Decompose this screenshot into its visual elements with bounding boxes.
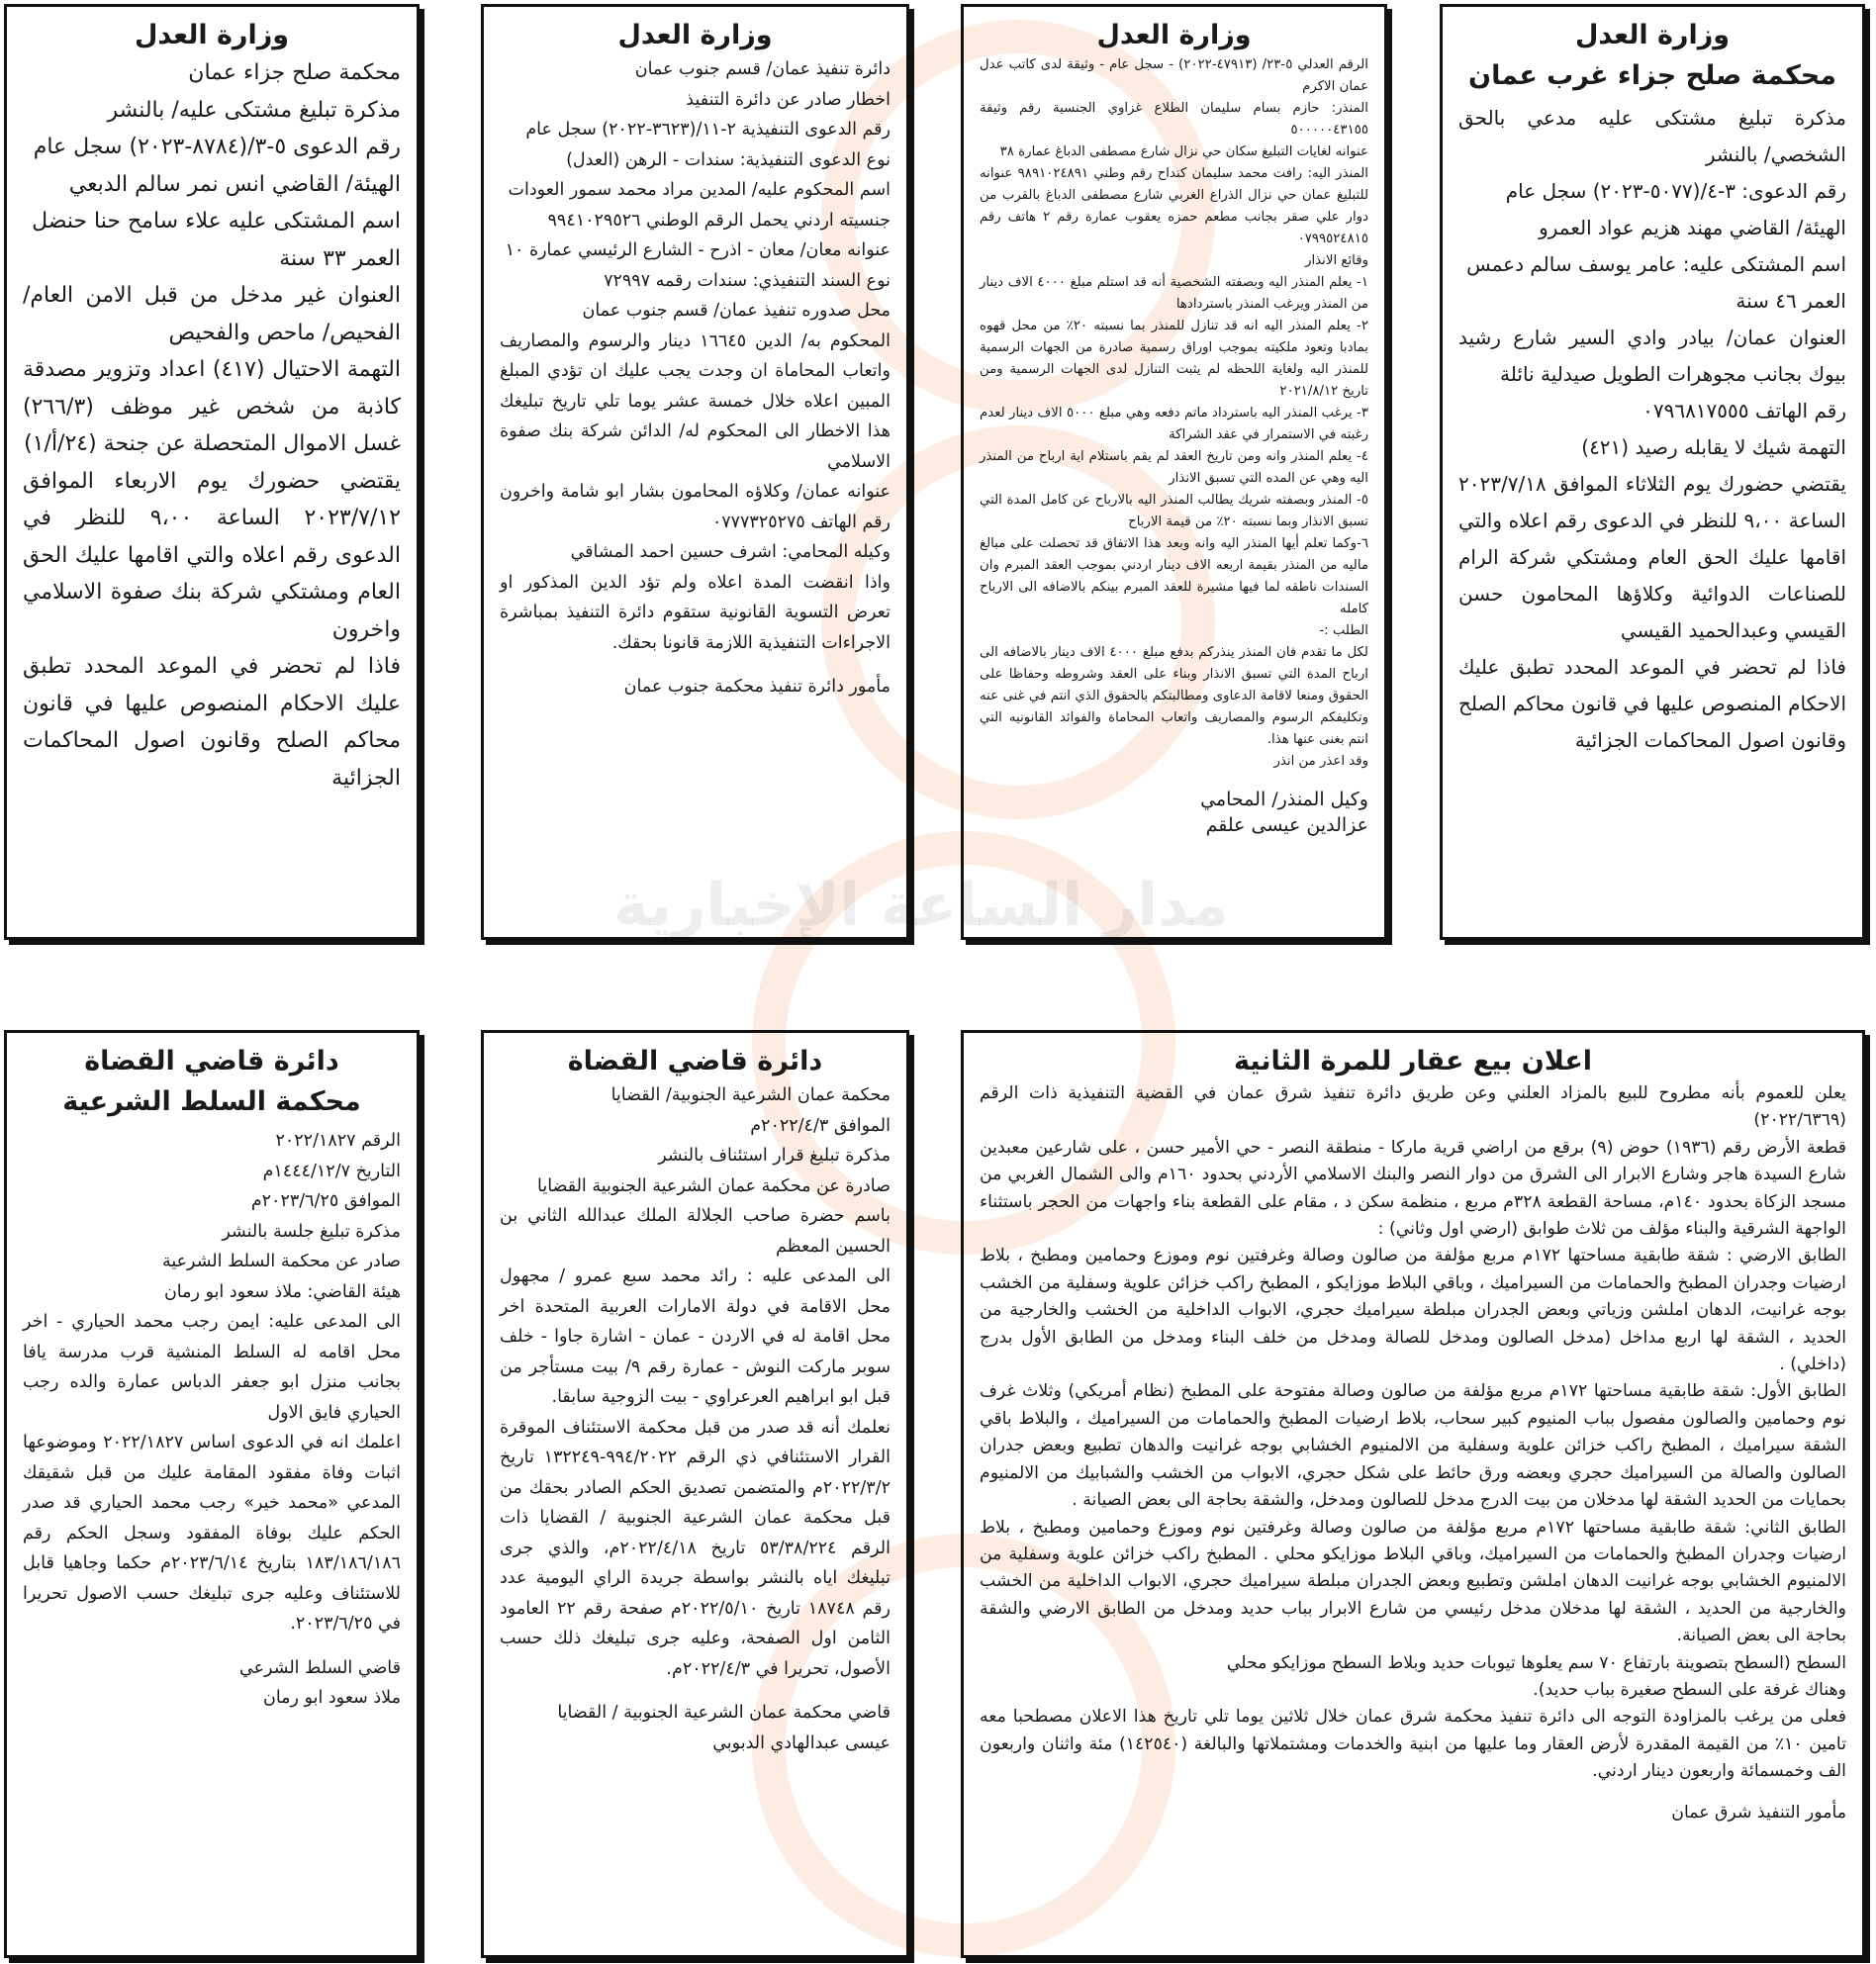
notice-paragraph: مذكرة تبليغ جلسة بالنشر — [222, 1221, 401, 1242]
notice-paragraph: رقم الدعوى ٥-٣/(٨٧٨٤-٢٠٢٣) سجل عام — [33, 135, 401, 159]
notice-paragraph: الموافق ٢٠٢٣/٦/٢٥م — [250, 1191, 401, 1211]
notice-paragraph: المنذر: حازم بسام سليمان الطلاع غزاوي الجنسية رقم وثيقة ٥٠٠٠٠٠٤٣١٥٥ — [980, 101, 1368, 138]
notice-paragraph: هيئة القاضي: ملاذ سعود ابو رمان — [163, 1281, 401, 1302]
notice-paragraph: الطابق الثاني: شقة طابقية مساحتها ١٧٢م مربع مؤلفة من صالون وصالة وغرفتين نوم وموزع وحمامين ومطبخ ، بلاط ارضيات وجدران المطبخ والحمامات من السيراميك، وباقي البلاط موزايكو محلي . المطبخ راكب خزائن علوية وسفلية من الالمنيوم الخشابي بوجه غرانيت الدهان املشن وتطبيع وبعض الجدران مبلطة سيراميك حجري، الابواب الداخلية من الخشب والخارجية من الحديد ، الشقة لها مدخلان مدخل رئيسي من شارع الابرار بباب حديد ومدخل من الطابق الارضي والشقة بحاجة الى بعض الصيانة. — [980, 1517, 1846, 1646]
notice-paragraph: العمر ٣٣ سنة — [279, 245, 401, 271]
notice-subheading: محكمة السلط الشرعية — [62, 1086, 361, 1117]
notice-paragraph: الهيئة/ القاضي انس نمر سالم الدبعي — [68, 171, 401, 197]
notice-paragraph: رقم الدعوى التنفيذية ٢-١١/(٣٦٢٣-٢٠٢٢) سجل عام — [525, 120, 891, 140]
notice-paragraph: العنوان عمان/ بيادر وادي السير شارع رشيد بيوك بجانب مجوهرات الطويل صيدلية نائلة — [1458, 326, 1846, 386]
notice-amman-criminal-court — [4, 4, 420, 940]
notice-paragraph: المحكوم به/ الدين ١٦٦٤٥ دينار والرسوم والمصاريف واتعاب المحاماة ان وجدت يجب عليك ان تؤدي المبلغ المبين اعلاه خلال خمسة عشر يوما تلي تاريخ تبليغك هذا الاخطار الى المحكوم له/ الدائن شركة بنك صفوة الاسلامي — [500, 330, 891, 472]
notice-paragraph: ٢- يعلم المنذر اليه انه قد تنازل للمنذر بما نسبته ٢٠٪ من محل قهوه بمادبا وتعود ملكيته بموجب اوراق رسمية صادرة من الجهات الرسمية للمنذر اليه ولغاية اللحظه لم يثبت التنازل لدى الجهات الرسمية ومن تاريخ ٢٠٢١/٨/١٢ — [980, 319, 1368, 399]
notice-signature: قاضي محكمة عمان الشرعية الجنوبية / القضايا — [557, 1703, 891, 1723]
notice-paragraph: التاريخ ١٤٤٤/١٢/٧م — [262, 1161, 401, 1181]
notice-paragraph: وقد اعذر من انذر — [1273, 754, 1368, 769]
notice-west-amman-criminal-court — [1440, 4, 1865, 940]
notice-paragraph: الرقم ٢٠٢٢/١٨٢٧ — [275, 1131, 401, 1151]
notice-paragraph: المنذر اليه: رافت محمد سليمان كنداح رقم وطني ٩٨٩١٠٢٤٨٩١ عنوانه للتبليغ عمان حي نزال الذراع الغربي شارع مصطفى الدباغ بالقرب من دوار علي صقر بجانب مطعم حمزه يعقوب عمارة رقم ٢ هاتف رقم ٠٧٩٩٥٢٤٨١٥ — [980, 166, 1368, 246]
notice-paragraph: عنوانه معان/ معان - اذرح - الشارع الرئيسي عمارة ١٠ — [505, 240, 891, 260]
notice-paragraph: الطابق الارضي : شقة طابقية مساحتها ١٧٢م مربع مؤلفة من صالون وصالة وغرفتين نوم وموزع وحمامين ومطبخ ، بلاط ارضيات وجدران المطبخ والحمامات من السيراميك ، وباقي البلاط موزايكو ، المطبخ راكب خزائن علوية وسفلية من الخشب بوجه غرانيت، الدهان املشن وزياتي وبعض الجدران مبلطة سيراميك حجري، الابواب الداخلية من الخشب والخارجية من الحديد ، الشقة لها اربع مداخل (مدخل الصالون ومدخل للصالة ومدخل من خلف البناء ومدخل من الطابق الأول بدرج (داخلي) . — [980, 1246, 1846, 1375]
notice-paragraph: باسم حضرة صاحب الجلالة الملك عبدالله الثاني بن الحسين المعظم — [500, 1206, 891, 1257]
notice-paragraph: السطح (السطح بتصوينة بارتفاع ٧٠ سم يعلوها تيوبات حديد وبلاط السطح موزايكو محلي — [1226, 1652, 1846, 1673]
notice-paragraph: رقم الهاتف ٠٧٩٦٨١٧٥٥٥ — [1642, 399, 1846, 422]
notice-paragraph: الى المدعى عليه : رائد محمد سبع عمرو / مجهول محل الاقامة في دولة الامارات العربية المتحدة اخر محل اقامة له في الاردن - عمان - اشارة جاوا - خلف سوبر ماركت النوش - عمارة رقم ٩/ بيت مستأجر من قبل ابو ابراهيم العرعراوي - بيت الزوجية سابقا. — [500, 1266, 891, 1407]
notice-paragraph: عنوانه لغايات التبليغ سكان حي نزال شارع مصطفى الدباغ عمارة ٣٨ — [999, 144, 1368, 159]
notice-paragraph: يعلن للعموم بأنه مطروح للبيع بالمزاد العلني وعن طريق دائرة تنفيذ شرق عمان في القضية التنفيذية ذات الرقم (٢٠٢٢/٦٣٦٩) — [980, 1083, 1846, 1131]
notice-paragraph: صادر عن محكمة السلط الشرعية — [161, 1252, 401, 1271]
notice-paragraph: مذكرة تبليغ مشتكى عليه/ بالنشر — [107, 97, 401, 123]
notice-paragraph: فعلى من يرغب بالمزاودة التوجه الى دائرة تنفيذ محكمة شرق عمان خلال ثلاثين يوما تلي تاريخ هذا الاعلان مصطحبا معه تامين ١٠٪ من القيمة المقدرة لأرض العقار وما عليها من ابنية والخدمات ومشتملاتها والبالغة (١٤٢٥٤٠) مئة واثنان واربعون الف وخمسمائة واربعون دينار اردني. — [980, 1707, 1847, 1782]
notice-paragraph: محكمة صلح جزاء عمان — [188, 60, 401, 85]
notice-paragraph: الى المدعى عليه: ايمن رجب محمد الحياري - اخر محل اقامه له السلط المنشية قرب مدرسة يافا بجانب منزل ابو جعفر الدباس عمارة والده رجب الحياري فايق الاول — [23, 1312, 401, 1423]
notice-paragraph: ٤- يعلم المنذر وانه ومن تاريخ العقد لم يقم باستلام اية ارباح من المنذر اليه وهي عن المده التي تسبق الانذار — [980, 449, 1368, 486]
notice-heading: وزارة العدل — [1574, 20, 1731, 50]
notice-paragraph: اسم المشتكى عليه علاء سامح حنا حنضل — [32, 209, 401, 234]
notice-execution-south-amman — [481, 4, 909, 940]
notice-paragraph: وكيله المحامي: اشرف حسين احمد المشاقي — [570, 542, 891, 562]
notice-signature: مأمور التنفيذ شرق عمان — [1671, 1802, 1846, 1823]
notice-heading: دائرة قاضي القضاة — [84, 1046, 339, 1076]
notice-signature: عزالدين عيسى علقم — [1205, 814, 1368, 836]
notice-property-sale — [961, 1030, 1865, 1958]
notice-paragraph: عنوانه عمان/ وكلاؤه المحامون بشار ابو شامة واخرون رقم الهاتف ٠٧٧٧٣٢٥٢٧٥ — [500, 482, 891, 532]
notice-paragraph: واذا انقضت المدة اعلاه ولم تؤد الدين المذكور او تعرض التسوية القانونية ستقوم دائرة التنفيذ بمباشرة الاجراءات التنفيذية اللازمة قانونا بحقك. — [500, 572, 891, 653]
notice-signature: عيسى عبدالهادي الدبوبي — [712, 1732, 891, 1753]
notice-salt-sharia-court — [4, 1030, 420, 1958]
notice-paragraph: العنوان غير مدخل من قبل الامن العام/ الفحيص/ ماحص والفحيص — [23, 283, 401, 345]
notice-paragraph: الهيئة/ القاضي مهند هزيم عواد العمرو — [1539, 216, 1846, 239]
notice-paragraph: ٥- المنذر وبصفته شريك يطالب المنذر اليه بالارباح عن كامل المدة التي تسبق الانذار وبما نسبته ٢٠٪ من قيمة الارباح — [980, 493, 1368, 529]
notice-paragraph: ٣- يرغب المنذر اليه باسترداد ماتم دفعه وهي مبلغ ٥٠٠٠ الاف دينار لعدم رغبته في الاستمرار في عقد الشراكة — [980, 406, 1369, 442]
notice-signature: مأمور دائرة تنفيذ محكمة جنوب عمان — [623, 677, 891, 697]
notice-paragraph: رقم الدعوى: ٣-٤/(٥٠٧٧-٢٠٢٣) سجل عام — [1505, 179, 1846, 203]
notice-legal-warning — [961, 4, 1387, 940]
notice-paragraph: نعلمك أنه قد صدر من قبل محكمة الاستئناف الموقرة القرار الاستئنافي ذي الرقم ٩٩٤/٢٠٢٢-١٣٢٢٤٩ تاريخ ٢٠٢٢/٣/٢م والمتضمن تصديق الحكم الصادر بحقك من قبل محكمة عمان الشرعية الجنوبية / القضايا ذات الرقم ٥٣/٣٨/٢٢٤ تاريخ ٢٠٢٢/٤/١٨م، والذي جرى تبليغك اياه بالنشر بواسطة جريدة الراي اليومية عدد رقم ١٨٧٤٨ تاريخ ٢٠٢٢/٥/١٠م صفحة رقم ٢٢ العامود الثامن اول الصفحة، وعليه جرى تبليغك ذلك حسب الأصول، تحريرا في ٢٠٢٢/٤/٣م. — [500, 1417, 891, 1679]
notice-paragraph: وهناك غرفة على السطح صغيرة بباب حديد). — [1533, 1679, 1846, 1700]
notice-paragraph: محكمة عمان الشرعية الجنوبية/ القضايا — [610, 1085, 891, 1105]
notice-paragraph: وقائع الانذار — [1305, 253, 1368, 268]
notice-heading: وزارة العدل — [1096, 20, 1252, 50]
notice-paragraph: جنسيته اردني يحمل الرقم الوطني ٩٩٤١٠٢٩٥٢٦ — [547, 210, 891, 231]
notice-paragraph: التهمة شيك لا يقابله رصيد (٤٢١) — [1581, 435, 1846, 459]
notice-paragraph: لكل ما تقدم فان المنذر ينذركم بدفع مبلغ ٤٠٠٠ الاف دينار بالاضافه الى ارباح المدة التي تسبق الانذار وبناء على العقد وشروطه وحفاظا على الحقوق ومنعا لاقامة الدعاوى ومطالبتكم بالحقوق الذي انتم في غنى عنه وتكليفكم الرسوم والمصاريف واتعاب المحاماة والفوائد القانونيه التي انتم بغنى عنها هذا. — [980, 645, 1368, 747]
notice-paragraph: صادرة عن محكمة عمان الشرعية الجنوبية القضايا — [537, 1175, 891, 1196]
notice-paragraph: نوع الدعوى التنفيذية: سندات - الرهن (العدل) — [566, 149, 891, 170]
notice-paragraph: العمر ٤٦ سنة — [1735, 289, 1846, 313]
notice-heading: وزارة العدل — [617, 20, 773, 50]
notice-heading: دائرة قاضي القضاة — [567, 1046, 823, 1076]
notice-paragraph: الموافق ٢٠٢٢/٤/٣م — [750, 1115, 891, 1136]
notice-paragraph: الطلب :- — [1319, 623, 1368, 638]
notice-paragraph: نوع السند التنفيذي: سندات رقمه ٧٢٩٩٧ — [604, 270, 891, 291]
notice-heading: اعلان بيع عقار للمرة الثانية — [1233, 1046, 1593, 1076]
notice-paragraph: دائرة تنفيذ عمان/ قسم جنوب عمان — [634, 59, 891, 79]
notice-paragraph: مذكرة تبليغ مشتكى عليه مدعي بالحق الشخصي/ بالنشر — [1458, 106, 1846, 166]
notice-paragraph: قطعة الأرض رقم (١٩٣٦) حوض (٩) برقع من اراضي قرية ماركا - منطقة النصر - حي الأمير حسن ، على شارعين معبدين شارع السيدة هاجر وشارع الابرار الى الشرق من دوار النصر والبنك الاسلامي الأردني بحدود ١٦٠م والى الشمال الغربي من مسجد الزكاة بحدود ١٤٠م، مساحة القطعة ٣٢٨م مربع ، منظمة سكن د ، مقام على القطعة بناء واجهات من الحجر باستثناء الواجهة الشرقية والبناء مؤلف من ثلاث طوابق (ارضي اول وثاني) : — [980, 1137, 1847, 1240]
notice-paragraph: فاذا لم تحضر في الموعد المحدد تطبق عليك الاحكام المنصوص عليها في قانون محاكم الصلح وقانون اصول المحاكمات الجزائية — [1458, 655, 1846, 752]
notice-paragraph: الرقم العدلي ٥-٢٣/ (٤٧٩١٣-٢٠٢٢) - سجل عام - وثيقة لدى كاتب عدل عمان الاكرم — [980, 57, 1368, 94]
notice-paragraph: فاذا لم تحضر في الموعد المحدد تطبق عليك الاحكام المنصوص عليها في قانون محاكم الصلح وقانون اصول المحاكمات الجزائية — [23, 654, 401, 791]
notice-paragraph: الطابق الأول: شقة طابقية مساحتها ١٧٢م مربع مؤلفة من صالون وصالة مفتوحة على المطبخ (نظام أمريكي) وثلاث غرف نوم وحمامين والصالون مفصول بباب المنيوم كبير سحاب، بلاط ارضيات المطبخ والحمامات من السيراميك ، والبلاط باقي الشقة سيراميك ، المطبخ راكب خزائن علوية وسفلية من الالمنيوم الخشابي بوجه غرانيت والدهان تطبيع وبعض جدران الصالون والصالة من السيراميك حجري وبعضه ورق حائط على شكل حجري، الابواب من الخشب والشبابيك من الالمنيوم بحمايات من الحديد الشقة لها مدخلان من بيت الدرج مدخل للصالون ومدخل، والشقة بحاجة الى بعض الصيانة . — [980, 1381, 1847, 1511]
notice-subheading: محكمة صلح جزاء غرب عمان — [1468, 60, 1836, 91]
notice-paragraph: محل صدوره تنفيذ عمان/ قسم جنوب عمان — [582, 301, 891, 321]
notice-paragraph: مذكرة تبليغ قرار استئناف بالنشر — [658, 1146, 891, 1166]
notice-paragraph: اخطار صادر عن دائرة التنفيذ — [686, 89, 891, 110]
notice-paragraph: يقتضي حضورك يوم الاربعاء الموافق ٢٠٢٣/٧/١٢ الساعة ٩،٠٠ للنظر في الدعوى رقم اعلاه والتي اقامها عليك الحق العام ومشتكي شركة بنك صفوة الاسلامي واخرون — [23, 468, 401, 642]
notice-south-amman-sharia-court — [481, 1030, 909, 1958]
notice-paragraph: اسم المحكوم عليه/ المدين مراد محمد سمور العودات — [508, 180, 891, 200]
notice-paragraph: اسم المشتكى عليه: عامر يوسف سالم دعمس — [1466, 252, 1846, 276]
notice-heading: وزارة العدل — [134, 20, 290, 50]
notice-paragraph: ١- يعلم المنذر اليه وبصفته الشخصية أنه قد استلم مبلغ ٤٠٠٠ الاف دينار من المنذر ويرغب المنذر باستردادها — [980, 275, 1368, 312]
watermark-logo-text: مدار الساعة الإخبارية — [613, 871, 1229, 940]
notice-paragraph: ٦-وكما تعلم أيها المنذر اليه وانه وبعد هذا الاتفاق قد تحصلت على مبالغ ماليه من المنذر بقيمة اربعه الاف دينار اردني بموجب العقد المبرم وان السندات ناطقه لما فيها مشيرة للعقد المبرم بينكم بالاضافه الى الارباح كامله — [980, 536, 1368, 616]
notice-signature: وكيل المنذر/ المحامي — [1200, 789, 1368, 810]
notice-paragraph: يقتضي حضورك يوم الثلاثاء الموافق ٢٠٢٣/٧/١٨ الساعة ٩،٠٠ للنظر في الدعوى رقم اعلاه والتي اقامها عليك الحق العام ومشتكي شركة الرام للصناعات الدوائية وكلاؤها المحامون حسن القيسي وعبدالحميد القيسي — [1458, 472, 1846, 642]
notice-signature: قاضي السلط الشرعي — [239, 1657, 401, 1678]
notice-signature: ملاذ سعود ابو رمان — [262, 1688, 401, 1708]
notice-paragraph: اعلمك انه في الدعوى اساس ٢٠٢٢/١٨٢٧ وموضوعها اثبات وفاة مفقود المقامة عليك من قبل شقيقك المدعي «محمد خير» رجب محمد الحياري قد صدر الحكم عليك بوفاة المفقود وسجل الحكم رقم ١٨٣/١٨٦/١٨٦ بتاريخ ٢٠٢٣/٦/١٤م حكما وجاهيا قابل للاستئناف وعليه جرى تبليغك حسب الاصول تحريرا في ٢٠٢٣/٦/٢٥. — [23, 1433, 402, 1634]
notice-paragraph: التهمة الاحتيال (٤١٧) اعداد وتزوير مصدقة كاذبة من شخص غير موظف (٢٦٦/٣) غسل الاموال المتحصلة عن جنحة (٢٤/أ/١) — [23, 357, 401, 456]
